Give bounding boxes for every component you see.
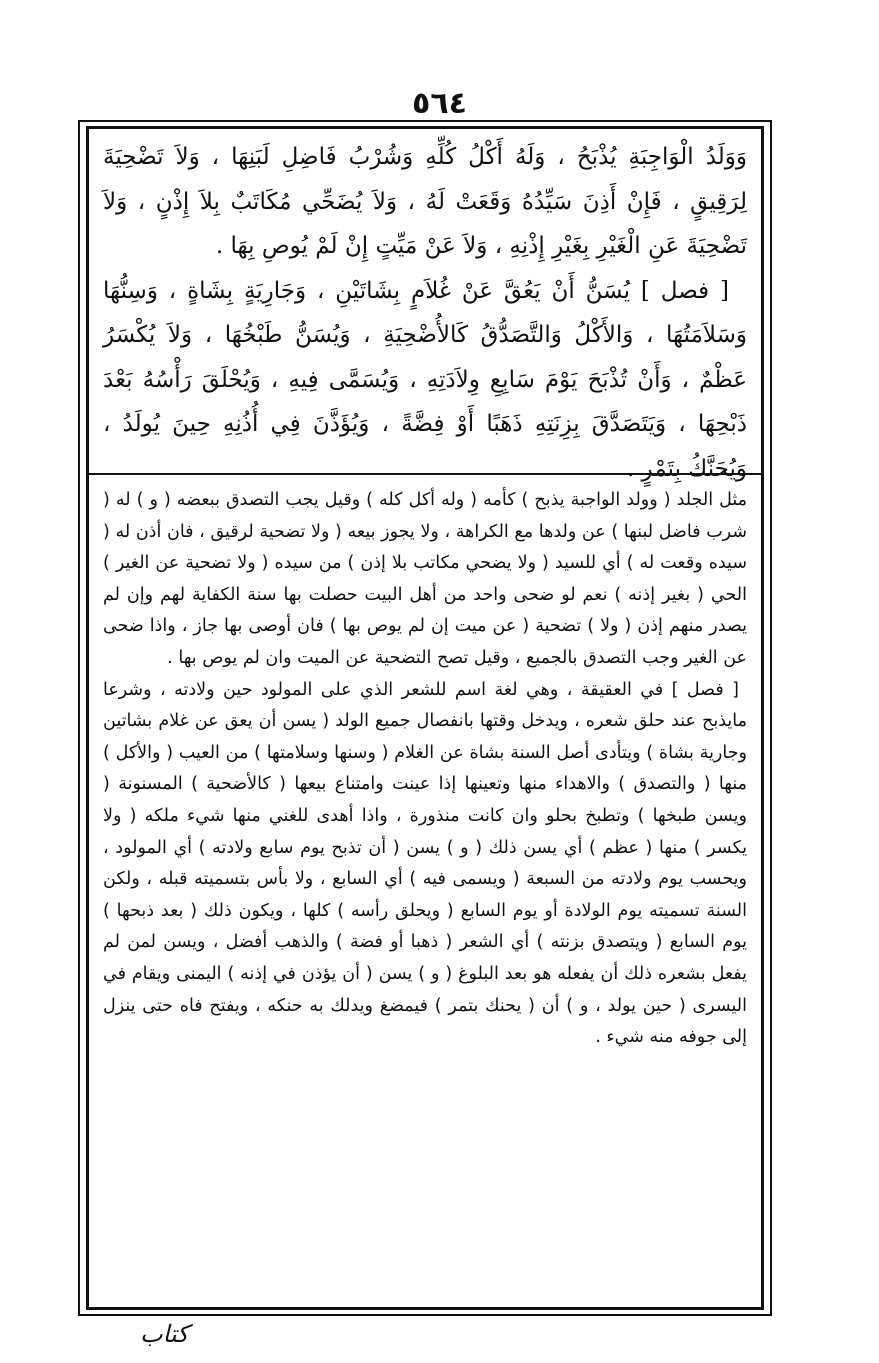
matn-paragraph-fasl: [ فصل ] يُسَنُّ أَنْ يَعُقَّ عَنْ غُلاَمٍ بِشَاتَيْنِ ، وَجَارِيَةٍ بِشَاةٍ ، وَسِنُّهَا وَسَلاَمَتُهَا ، وَالأَكْلُ وَالتَّصَدُّقُ كَالأُضْحِيَةِ ، وَيُسَنُّ طَبْخُهَا ، وَلاَ يُكْسَرُ عَظْمٌ ، وَأَنْ تُذْبَحَ يَوْمَ سَابِعِ وِلاَدَتِهِ ، وَيُسَمَّى فِيهِ ، وَيُحْلَقَ رَأْسُهُ بَعْدَ ذَبْحِهَا ، وَيَتَصَدَّقَ بِزِنَتِهِ ذَهَبًا أَوْ فِضَّةً ، وَيُؤَذَّنَ فِي أُذُنِهِ حِينَ يُولَدُ ، وَيُحَنَّكُ بِتَمْرٍ . [103,277,747,482]
commentary-text [103,485,747,1054]
page-number: ٥٦٤ [412,86,467,121]
commentary-paragraph-fasl: [ فصل ] في العقيقة ، وهي لغة اسم للشعر الذي على المولود حين ولادته ، وشرعا مايذبح عند حلق شعره ، ويدخل وقتها بانفصال جميع الولد ( يسن أن يعق عن غلام بشاتين وجارية بشاة ) ويتأدى أصل السنة بشاة عن الغلام ( وسنها وسلامتها ) من العيب ( والأكل ) منها ( والتصدق ) والاهداء منها وتعينها إذا عينت وامتناع بيعها ( كالأضحية ) المسنونة ( ويسن طبخها ) وتطبخ بحلو وان كانت منذورة ، واذا أهدى للغني منها شيء ملكه ( ولا يكسر ) منها ( عظم ) أي يسن ذلك ( و ) يسن ( أن تذبح يوم سابع ولادته ) أي المولود ، ويحسب يوم ولادته من السبعة ( ويسمى فيه ) أي السابع ، ولا بأس بتسميته قبله ، ولكن السنة تسميته يوم الولادة أو يوم السابع ( ويحلق رأسه ) كلها ، ويكون ذلك ( بعد ذبحها ) يوم السابع ( ويتصدق بزنته ) أي الشعر ( ذهبا أو فضة ) والذهب أفضل ، ويسن لمن لم يفعل بشعره ذلك أن يفعله هو بعد البلوغ ( و ) يسن ( أن يؤذن في إذنه ) اليمنى ويقام في اليسرى ( حين يولد ، و ) أن ( يحنك بتمر ) فيمضغ ويدلك به حنكه ، ويفتح فاه حتى ينزل إلى جوفه منه شيء . [103,679,747,1048]
section-divider [89,473,761,475]
page-frame [78,120,772,1316]
catchword: كتاب [140,1320,189,1348]
commentary-paragraph: مثل الجلد ( وولد الواجبة يذبح ) كأمه ( وله أكل كله ) وقيل يجب التصدق ببعضه ( و ) له ( شرب فاضل لبنها ) عن ولدها مع الكراهة ، ولا يجوز بيعه ( ولا تضحية لرقيق ، فان أذن له ( سيده وقعت له ) أي للسيد ( ولا يضحي مكاتب بلا إذن ) من سيده ( ولا تضحية عن الغير ) الحي ( بغير إذنه ) نعم لو ضحى واحد من أهل البيت حصلت بها سنة الكفاية لهم وإن لم يصدر منهم إذن ( ولا ) تضحية ( عن ميت إن لم يوص بها ) فان أوصى بها جاز ، واذا ضحى عن الغير وجب التصدق بالجميع ، وقيل تصح التضحية عن الميت وان لم يوص بها . [103,490,747,668]
matn-text [103,135,747,482]
matn-paragraph: وَوَلَدُ الْوَاجِبَةِ يُذْبَحُ ، وَلَهُ أَكْلُ كُلِّهِ وَشُرْبُ فَاضِلِ لَبَنِهَا ، وَلاَ تَضْحِيَةَ لِرَقِيقٍ ، فَإِنْ أَذِنَ سَيِّدُهُ وَقَعَتْ لَهُ ، وَلاَ يُضَحِّي مُكَاتَبٌ بِلاَ إِذْنٍ ، وَلاَ تَضْحِيَةَ عَنِ الْغَيْرِ بِغَيْرِ إِذْنِهِ ، وَلاَ عَنْ مَيِّتٍ إِنْ لَمْ يُوصِ بِهَا . [103,144,747,259]
page-frame-inner [86,126,764,1310]
